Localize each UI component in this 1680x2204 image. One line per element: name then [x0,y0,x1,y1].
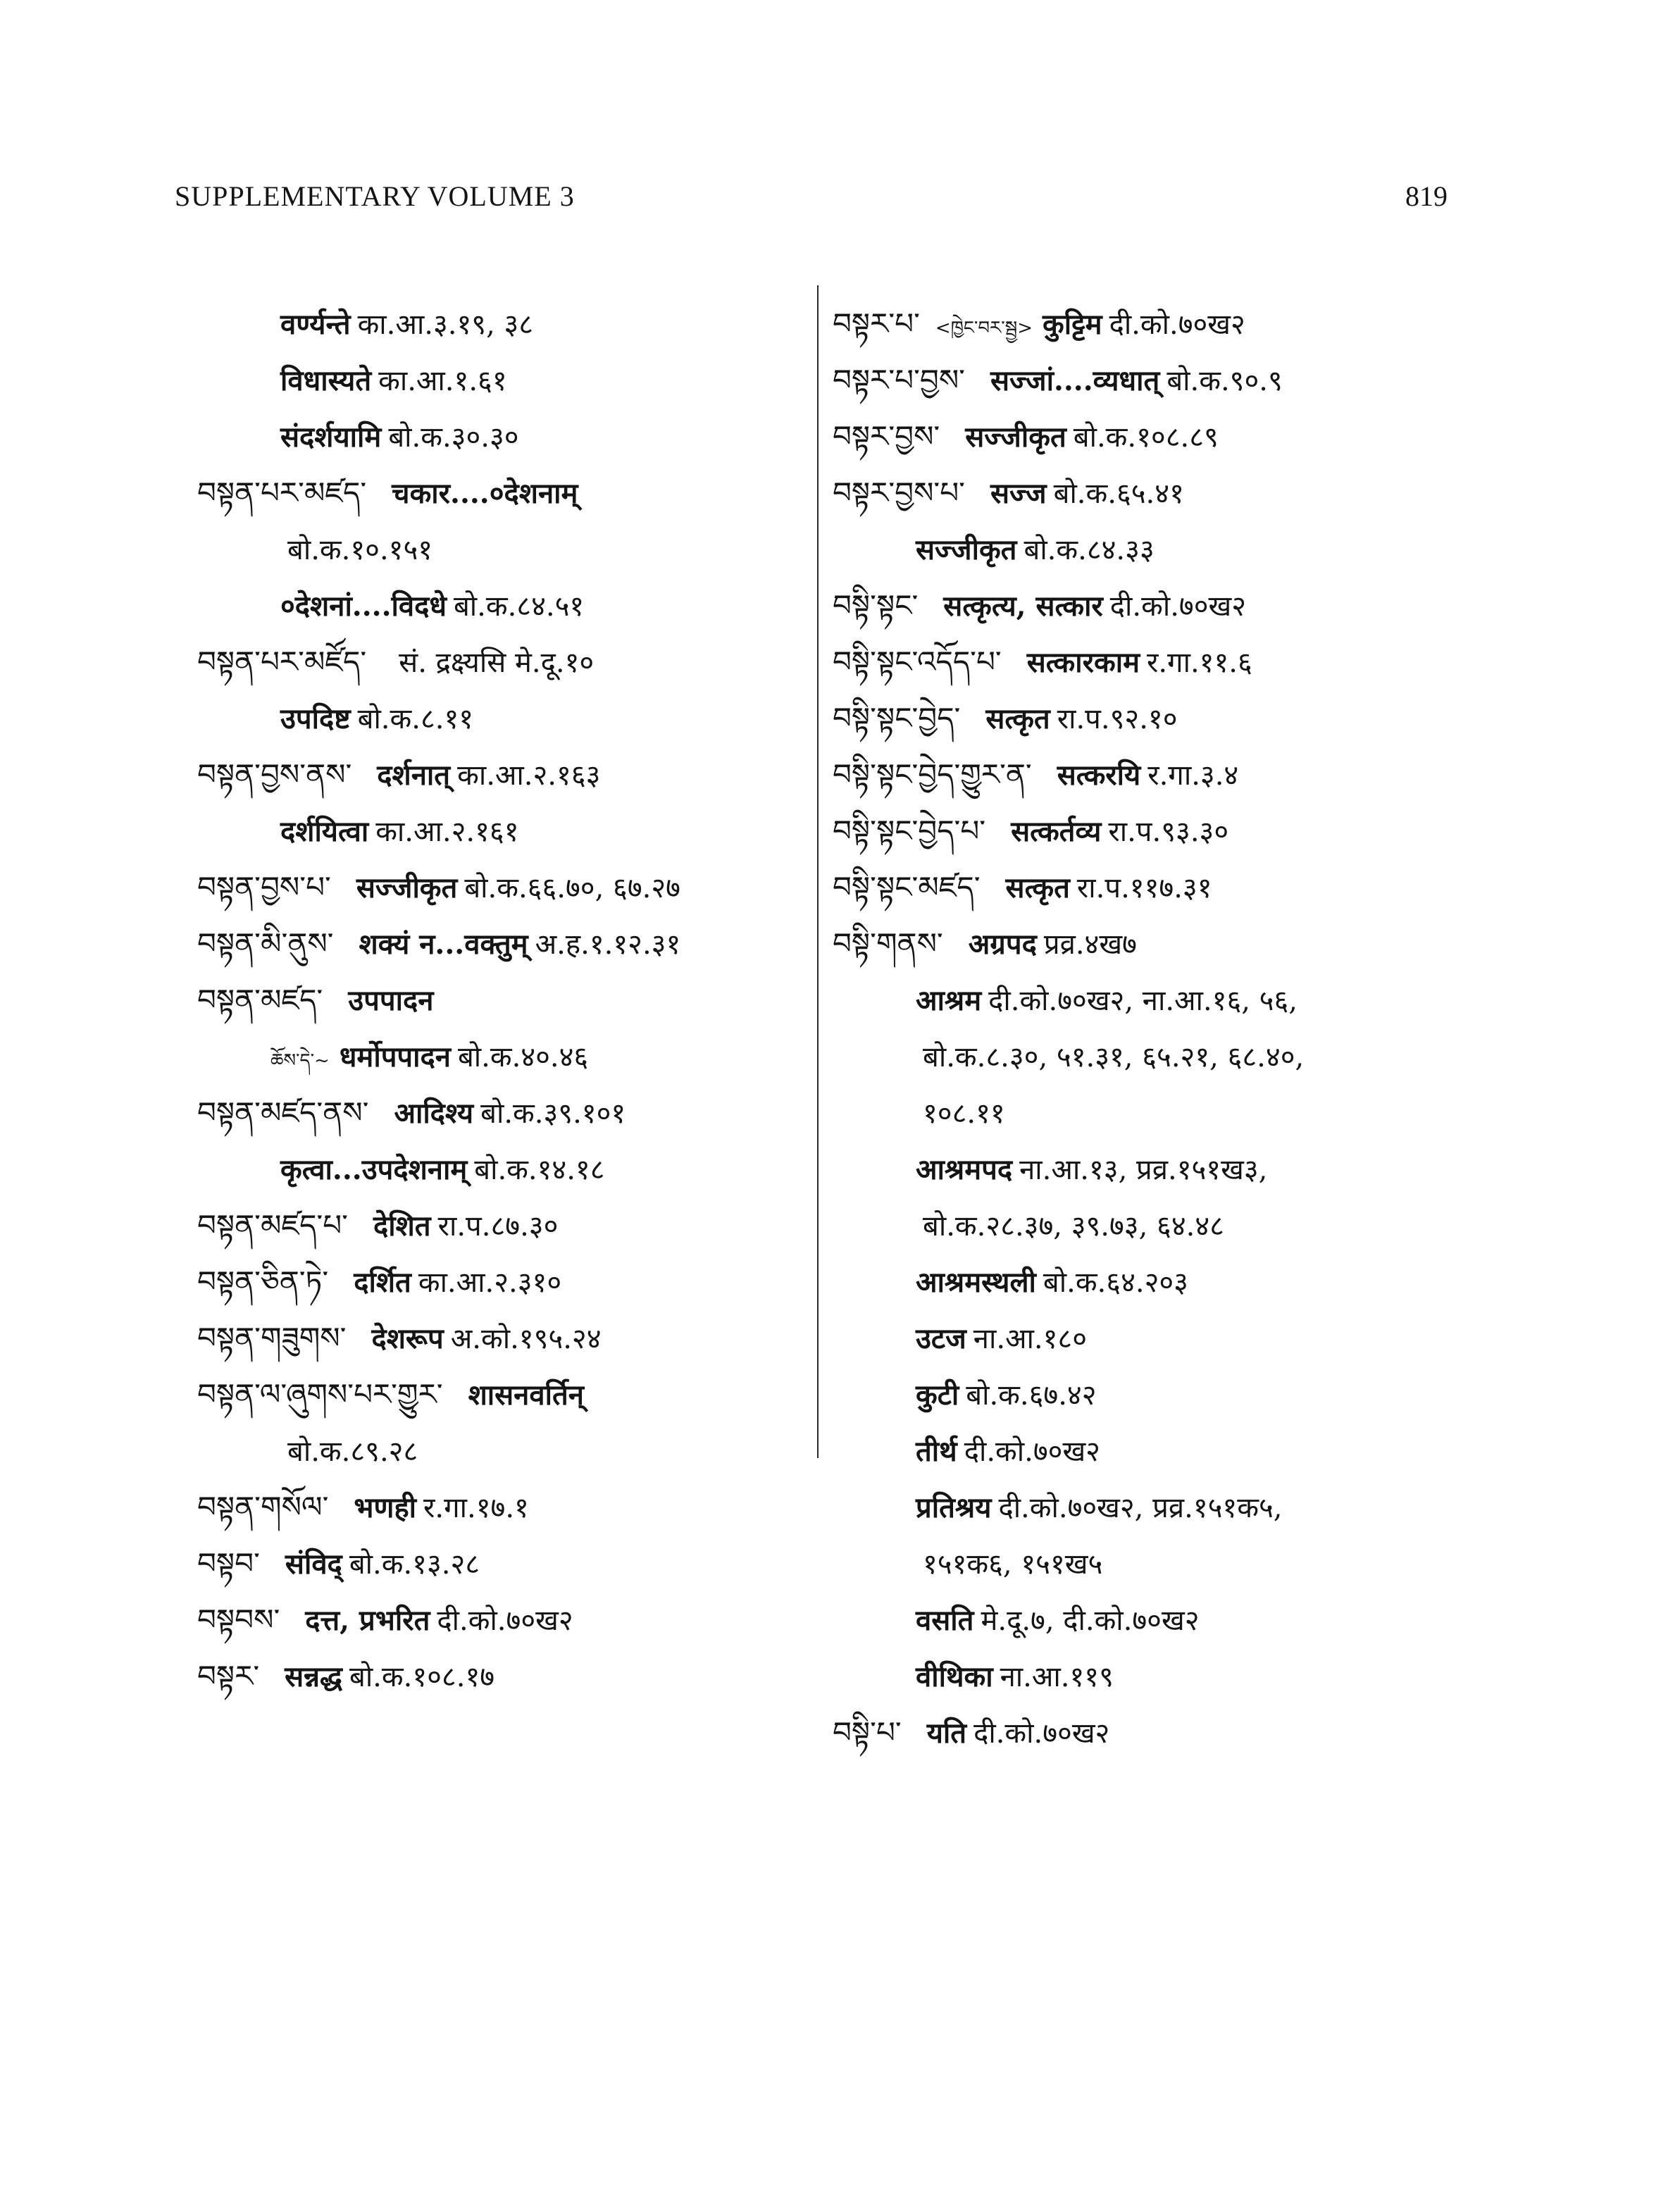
sanskrit-equivalent: आश्रमस्थली [916,1266,1036,1299]
dictionary-entry [197,1254,817,1310]
source-reference: १५१क६, १५१ख५ [923,1548,1103,1581]
sanskrit-equivalent: वीथिका [916,1660,993,1693]
tibetan-headword: བསྟི་སྟང་བྱེད་གྱུར་ན་ [833,757,1032,792]
tibetan-headword: བསྟན་མཛད་པ་ [197,1208,348,1243]
source-reference: रा.प.९२.१० [1057,703,1178,735]
dictionary-entry [197,972,817,1028]
sanskrit-equivalent: देशित [373,1209,431,1243]
dictionary-entry [197,916,817,972]
source-reference: बो.क.८.११ [357,703,474,735]
tibetan-headword: བསྟན་ཅིན་ཏེ་ [197,1264,329,1299]
source-reference: बो.क.९०.९ [1166,365,1283,397]
source-reference: दी.को.७०ख२, प्रव्र.१५१क५, [998,1492,1283,1524]
dictionary-entry [833,296,1467,352]
source-reference: बो.क.६६.७०, ६७.२७ [464,872,680,904]
source-reference: का.आ.१.६१ [378,365,507,397]
dictionary-entry [833,747,1467,803]
sanskrit-equivalent: दर्शयित्वा [280,815,369,848]
tibetan-headword: བསྟར་པ་བྱས་ [833,363,965,397]
source-reference: बो.क.८४.३३ [1023,534,1155,566]
dictionary-entry [197,1028,817,1085]
sanskrit-equivalent: संदर्शयामि [280,421,382,454]
source-reference: र.गा.३.४ [1147,759,1239,792]
sanskrit-equivalent: उटज [916,1322,966,1355]
dictionary-entry [197,296,817,352]
source-reference: बो.क.६५.४१ [1053,478,1184,510]
sanskrit-equivalent: उपदिष्ट [280,702,351,735]
source-reference: मे.दू.७, दी.को.७०ख२ [981,1605,1200,1637]
dictionary-entry [197,352,817,409]
sanskrit-equivalent: संविद् [285,1548,342,1581]
sanskrit-equivalent: आश्रमपद [916,1153,1013,1186]
source-reference: दी.को.७०ख२ [964,1436,1100,1468]
source-reference: का.आ.२.३१० [418,1266,562,1299]
dictionary-entry [833,803,1467,859]
sanskrit-equivalent: सज्जीकृत [965,421,1066,454]
dictionary-entry [197,1479,817,1536]
sanskrit-equivalent: आदिश्य [394,1097,474,1130]
sanskrit-equivalent: तीर्थ [916,1435,957,1468]
tibetan-headword: བསྟན་མཛད་ནས་ [197,1095,369,1130]
tibetan-headword: བསྟན་བྱས་ནས་ [197,757,352,792]
tibetan-headword: བསྟབ་ [197,1546,260,1581]
sanskrit-equivalent: शक्यं न...वक्तुम् [359,928,528,961]
tibetan-headword: བསྟི་སྟང་བྱེད་པ་ [833,814,986,848]
sanskrit-equivalent: सन्नद्ध [285,1660,342,1693]
source-reference: बो.क.२८.३७, ३९.७३, ६४.४८ [923,1210,1224,1243]
dictionary-entry [833,1705,1467,1761]
source-reference: का.आ.३.१९, ३८ [357,309,534,341]
sanskrit-equivalent: सत्कर्तव्य [1011,815,1102,848]
dictionary-entry [833,1648,1467,1705]
sanskrit-equivalent: सज्ज [990,477,1047,510]
sanskrit-equivalent: सज्जां....व्यधात् [990,364,1160,397]
dictionary-entry [833,1254,1467,1310]
source-reference: रा.प.९३.३० [1108,816,1229,848]
running-head: SUPPLEMENTARY VOLUME 3 [175,180,575,212]
dictionary-entry [197,803,817,859]
dictionary-entry [833,1197,1467,1254]
source-reference: बो.क.१४.१८ [474,1154,605,1186]
source-reference: दी.को.७०ख२ [973,1717,1110,1750]
column-divider [817,285,819,1458]
dictionary-entry [197,1197,817,1254]
left-column [197,296,817,1705]
sanskrit-equivalent: भणही [354,1491,417,1524]
sanskrit-equivalent: सज्जीकृत [916,533,1017,566]
tibetan-headword: བསྟི་སྟང་འདོད་པ་ [833,645,1002,679]
sanskrit-equivalent: वसति [916,1604,974,1637]
dictionary-entry [833,634,1467,690]
tibetan-headword: བསྟན་པར་མཛད་ [197,475,367,510]
source-reference: बो.क.१०८.८९ [1073,421,1219,454]
sanskrit-equivalent: सत्कृत [1005,871,1070,904]
source-reference: अ.को.१९५.२४ [450,1323,602,1355]
dictionary-entry [833,1085,1467,1141]
source-reference: १०८.११ [923,1097,1005,1130]
source-reference: बो.क.४०.४६ [457,1041,589,1073]
source-reference: का.आ.२.१६१ [375,816,519,848]
dictionary-entry [833,521,1467,578]
dictionary-entry [197,1310,817,1366]
tibetan-headword: བསྟན་མཛད་ [197,983,323,1017]
source-reference: बो.क.१०.१५१ [287,534,433,566]
dictionary-entry [197,1648,817,1705]
sanskrit-equivalent: सज्जीकृत [356,871,458,904]
source-reference: अ.ह.१.१२.३१ [535,928,681,961]
sanskrit-equivalent: चकार....०देशनाम् [392,477,578,510]
dictionary-entry [833,1310,1467,1366]
sanskrit-equivalent: आश्रम [916,984,982,1017]
sanskrit-equivalent: कृत्वा...उपदेशनाम् [280,1153,468,1186]
dictionary-entry [197,859,817,916]
source-reference: बो.क.३०.३० [388,421,519,454]
dictionary-entry [197,521,817,578]
source-reference: बो.क.८.३०, ५१.३१, ६५.२१, ६८.४०, [923,1041,1305,1073]
sanskrit-equivalent: विधास्यते [280,364,372,397]
sanskrit-equivalent: देशरूप [371,1322,444,1355]
sanskrit-equivalent: दर्शनात् [377,759,451,792]
tibetan-headword: བསྟར་བྱས་པ་ [833,475,965,510]
source-reference: बो.क.८४.५१ [453,590,585,623]
sanskrit-equivalent: शासनवर्तिन् [468,1378,584,1412]
tibetan-headword: བསྟན་ལ་ཞུགས་པར་གྱུར་ [197,1377,443,1412]
dictionary-entry [833,1423,1467,1479]
page-header [175,180,1448,222]
dictionary-entry [833,1141,1467,1197]
dictionary-entry [833,465,1467,521]
dictionary-entry [197,1592,817,1648]
dictionary-entry [197,1423,817,1479]
sanskrit-equivalent: उपपादन [348,984,434,1017]
source-reference: बो.क.१३.२८ [349,1548,480,1581]
source-reference: दी.को.७०ख२ [437,1605,573,1637]
dictionary-entry [833,409,1467,465]
dictionary-entry [197,578,817,634]
sanskrit-equivalent: सत्कारकाम [1026,646,1140,679]
tibetan-headword: བསྟབས་ [197,1602,280,1637]
sanskrit-equivalent: कुटी [916,1378,959,1412]
dictionary-entry [197,1366,817,1423]
tibetan-headword: བསྟར་པ་ [833,306,920,341]
tibetan-headword: བསྟི་སྟང་བྱེད་ [833,701,961,735]
sanskrit-equivalent: अग्रपद [968,928,1037,961]
sanskrit-equivalent: सत्करयि [1057,759,1141,792]
dictionary-entry [833,352,1467,409]
tibetan-headword: བསྟན་པར་མཛོད་ [197,645,367,679]
source-reference: बो.क.१०८.१७ [349,1661,495,1693]
dictionary-entry [197,409,817,465]
sanskrit-equivalent: सत्कृत्य, सत्कार [943,590,1103,623]
tibetan-headword: བསྟི་སྟང་མཛད་ [833,870,981,904]
dictionary-entry [197,465,817,521]
sanskrit-equivalent: धर्मोपपादन [339,1040,451,1073]
dictionary-entry [833,1479,1467,1536]
sanskrit-equivalent: कुट्टिम [1043,308,1102,341]
tibetan-headword: བསྟར་བྱས་ [833,419,940,454]
source-reference: बो.क.३९.१०१ [480,1097,626,1130]
sanskrit-equivalent: ०देशनां....विदधे [280,590,447,623]
sanskrit-equivalent: दर्शित [354,1266,411,1299]
dictionary-entry [833,1028,1467,1085]
tibetan-headword: བསྟན་མི་ནུས་ [197,926,334,961]
source-reference: का.आ.२.१६३ [457,759,601,792]
source-reference: दी.को.७०ख२ [1109,590,1247,623]
sanskrit-equivalent: प्रतिश्रय [916,1491,992,1524]
sanskrit-equivalent: दत्त, प्रभरित [305,1604,430,1637]
dictionary-entry [833,1366,1467,1423]
source-reference: र.गा.१७.१ [423,1492,529,1524]
dictionary-entry [197,690,817,747]
source-reference: रा.प.११७.३१ [1076,872,1212,904]
entry-note: <ཁྱེང་བར་སྦྱ> [935,318,1033,339]
tibetan-headword: བསྟར་ [197,1659,260,1693]
source-reference: रा.प.८७.३० [437,1210,559,1243]
tibetan-headword: བསྟི་གནས་ [833,926,943,961]
source-reference: बो.क.६४.२०३ [1043,1266,1188,1299]
sanskrit-equivalent: यति [926,1717,967,1750]
dictionary-entry [833,972,1467,1028]
dictionary-entry [833,690,1467,747]
source-reference: र.गा.११.६ [1146,647,1252,679]
sanskrit-equivalent: वर्ण्यन्ते [280,308,351,341]
dictionary-entry [833,578,1467,634]
dictionary-entry [833,916,1467,972]
source-reference: ना.आ.११९ [1000,1661,1114,1693]
tibetan-headword: བསྟན་བྱས་པ་ [197,870,331,904]
source-reference: दी.को.७०ख२, ना.आ.१६, ५६, [988,985,1298,1017]
source-reference: बो.क.८९.२८ [287,1436,418,1468]
source-reference: बो.क.६७.४२ [966,1379,1097,1412]
tibetan-headword: བསྟི་སྟང་ [833,588,919,623]
dictionary-entry [197,1536,817,1592]
dictionary-entry [833,859,1467,916]
source-reference: प्रव्र.४ख७ [1043,928,1137,961]
dictionary-entry [197,634,817,690]
source-reference: सं. द्रक्ष्यसि मे.दू.१० [399,647,595,679]
entry-note: ཆོས་དེ་~ [270,1050,330,1071]
dictionary-entry [197,1141,817,1197]
dictionary-entry [833,1536,1467,1592]
tibetan-headword: བསྟན་གསོལ་ [197,1490,329,1524]
page-number: 819 [1405,180,1448,212]
dictionary-entry [833,1592,1467,1648]
tibetan-headword: བསྟན་གཟུགས་ [197,1321,347,1355]
source-reference: ना.आ.१८० [973,1323,1088,1355]
dictionary-entry [197,747,817,803]
dictionary-entry [197,1085,817,1141]
right-column [833,296,1467,1761]
sanskrit-equivalent: सत्कृत [985,702,1050,735]
source-reference: ना.आ.१३, प्रव्र.१५१ख३, [1019,1154,1268,1186]
tibetan-headword: བསྟི་པ་ [833,1715,902,1750]
source-reference: दी.को.७०ख२ [1109,309,1245,341]
